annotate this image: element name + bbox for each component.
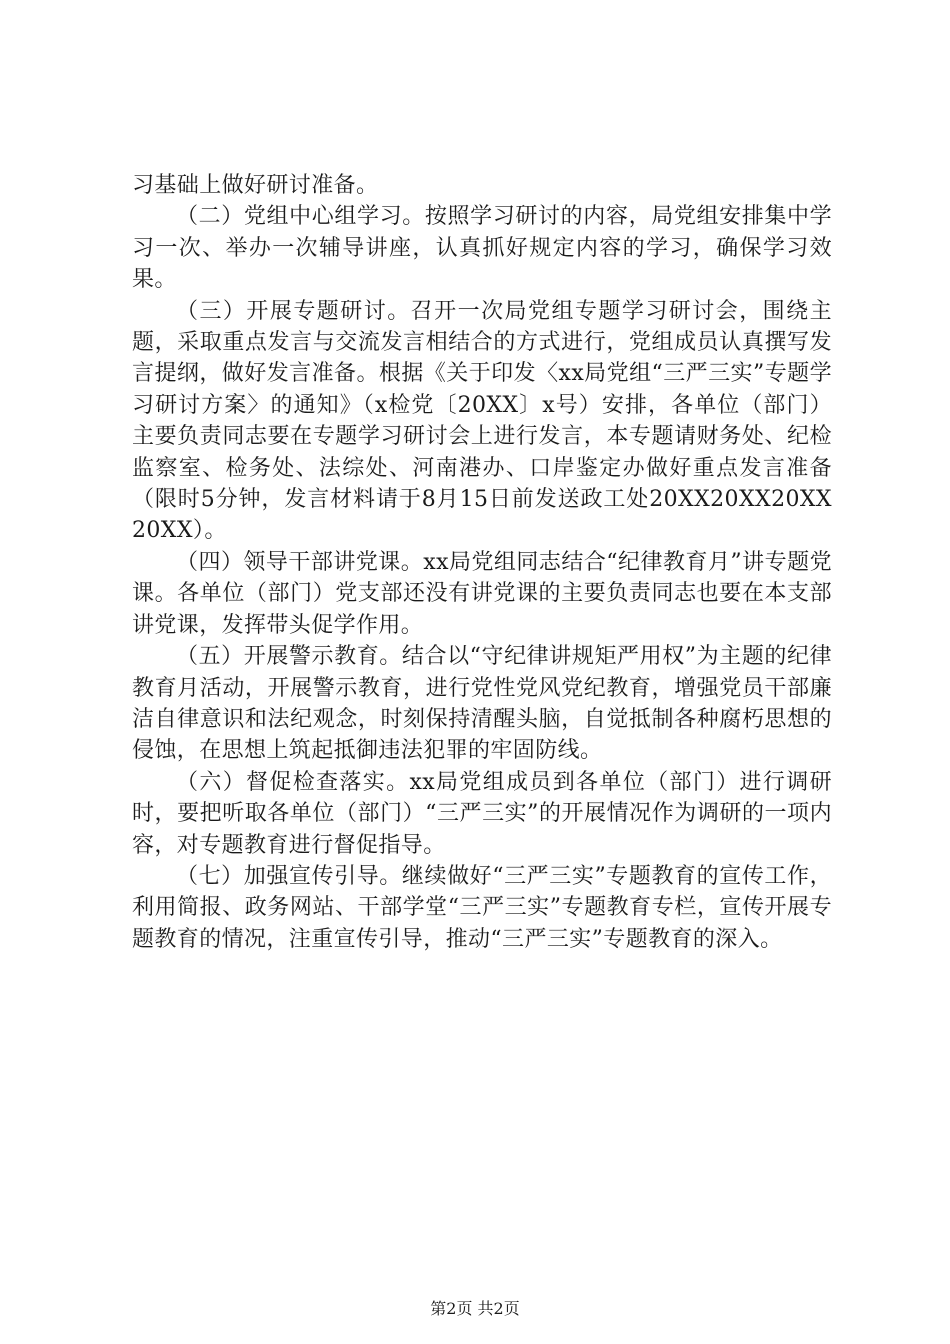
paragraph-warning-education: （五）开展警示教育。结合以“守纪律讲规矩严用权”为主题的纪律教育月活动，开展警示教育，进行党性党风党纪教育，增强党员干部廉洁自律意识和法纪观念，时刻保持清醒头脑，自觉抵制各种腐朽思想的侵蚀，在思想上筑起抵御违法犯罪的牢固防线。 <box>132 644 832 764</box>
paragraph-group-study: （二）党组中心组学习。按照学习研讨的内容，局党组安排集中学习一次、举办一次辅导讲座，认真抓好规定内容的学习，确保学习效果。 <box>132 204 832 293</box>
paragraph-publicity: （七）加强宣传引导。继续做好“三严三实”专题教育的宣传工作，利用简报、政务网站、干部学堂“三严三实”专题教育专栏，宣传开展专题教育的情况，注重宣传引导，推动“三严三实”专题教育的深入。 <box>132 863 832 952</box>
page-number-footer: 第2页 共2页 <box>430 1299 520 1318</box>
paragraph-party-lecture: （四）领导干部讲党课。xx局党组同志结合“纪律教育月”讲专题党课。各单位（部门）党支部还没有讲党课的主要负责同志也要在本支部讲党课，发挥带头促学作用。 <box>132 549 832 638</box>
paragraph-supervision: （六）督促检查落实。xx局党组成员到各单位（部门）进行调研时，要把听取各单位（部门）“三严三实”的开展情况作为调研的一项内容，对专题教育进行督促指导。 <box>132 769 832 858</box>
document-body <box>132 170 832 955</box>
paragraph-study-preparation: 习基础上做好研讨准备。 <box>132 173 379 198</box>
paragraph-special-seminar: （三）开展专题研讨。召开一次局党组专题学习研讨会，围绕主题，采取重点发言与交流发言相结合的方式进行，党组成员认真撰写发言提纲，做好发言准备。根据《关于印发〈xx局党组“三严三实”专题学习研讨方案〉的通知》（x检党〔20XX〕x号）安排，各单位（部门）主要负责同志要在专题学习研讨会上进行发言，本专题请财务处、纪检监察室、检务处、法综处、河南港办、口岸鉴定办做好重点发言准备（限时5分钟，发言材料请于8月15日前发送政工处20XX20XX20XX20XX）。 <box>132 298 832 544</box>
